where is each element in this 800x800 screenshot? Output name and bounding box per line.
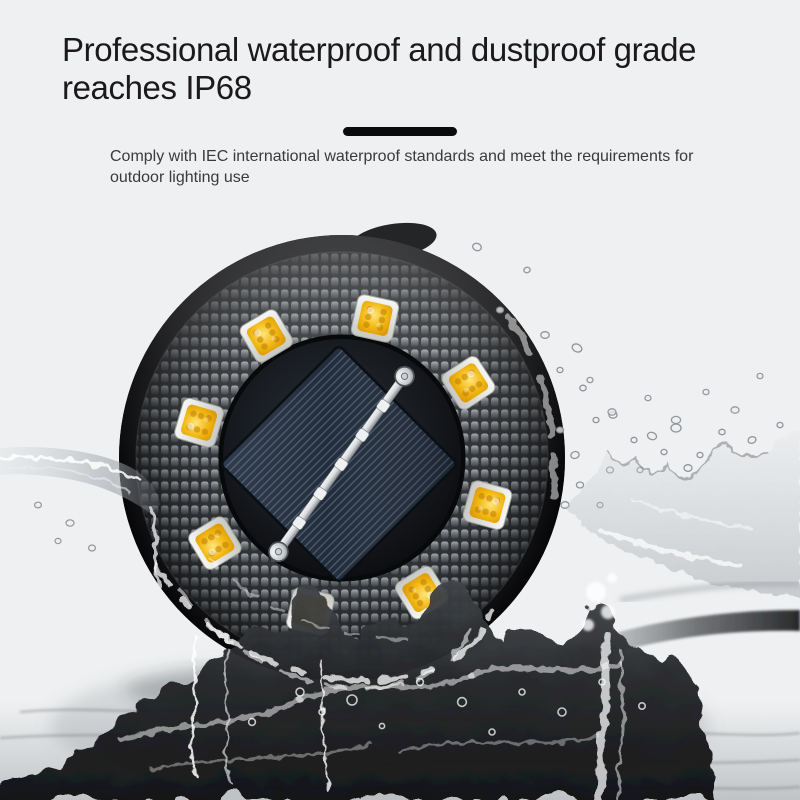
page-title — [62, 31, 762, 107]
water-splash-right — [563, 373, 800, 598]
divider-bar — [343, 127, 457, 136]
title-line-1: Professional waterproof and dustproof grade — [62, 31, 697, 68]
subtitle-line-2: outdoor lighting use — [110, 169, 250, 186]
subtitle — [110, 146, 730, 188]
led-light — [350, 293, 400, 343]
subtitle-line-1: Comply with IEC international waterproof standards and meet the requirements for — [110, 148, 694, 165]
title-line-2: reaches IP68 — [62, 69, 252, 106]
